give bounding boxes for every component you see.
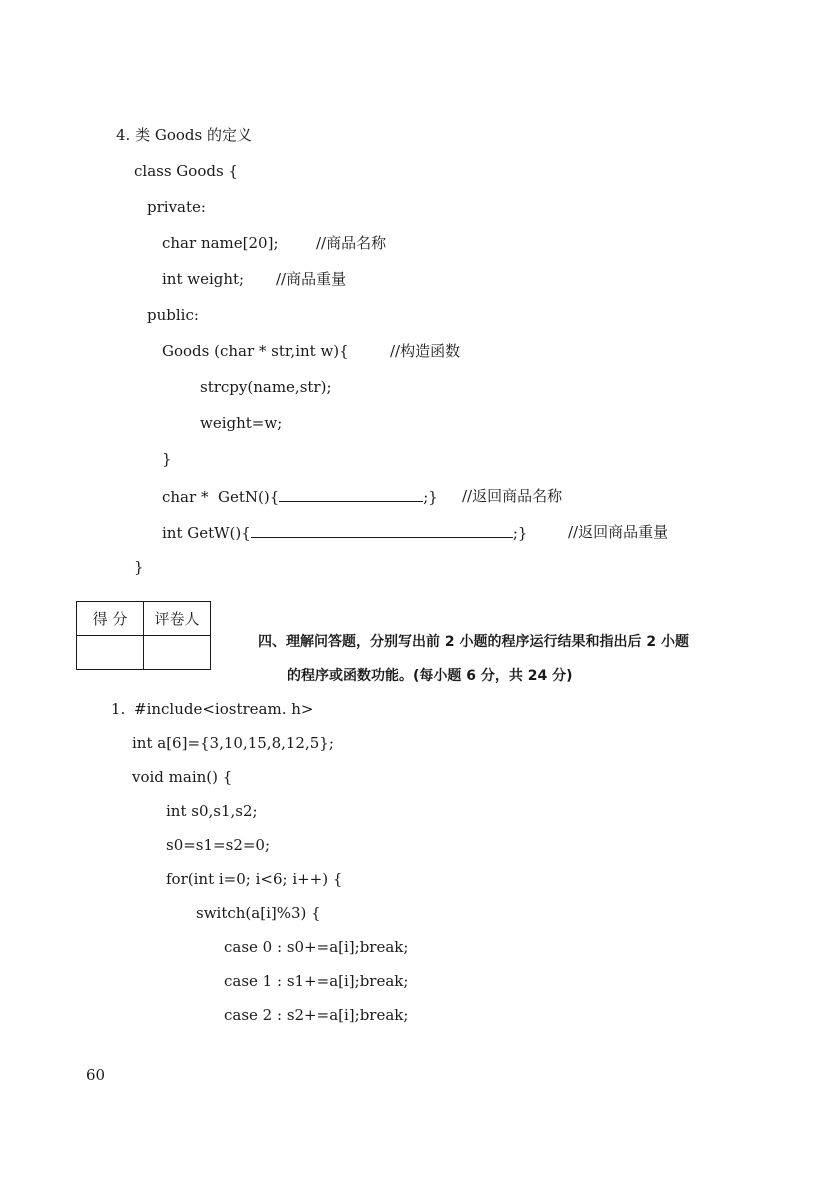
q1-line-init: s0=s1=s2=0;	[166, 836, 271, 854]
code-line-strcpy: strcpy(name,str);	[200, 378, 332, 396]
q1-line-for: for(int i=0; i<6; i++) {	[166, 870, 343, 888]
q1-line-case1: case 1 : s1+=a[i];break;	[224, 972, 409, 990]
comment-name: //商品名称	[316, 234, 387, 252]
q1-line-case0: case 0 : s0+=a[i];break;	[224, 938, 409, 956]
code-line-weight: int weight;	[162, 270, 245, 288]
section4-title: 4. 类 Goods 的定义	[116, 126, 252, 144]
q1-line-switch: switch(a[i]%3) {	[196, 904, 321, 922]
comment-constructor: //构造函数	[390, 342, 461, 360]
part4-heading-line2: 的程序或函数功能。(每小题 6 分，共 24 分)	[287, 668, 573, 684]
code-line-constructor: Goods (char * str,int w){	[162, 342, 349, 360]
getw-answer-blank[interactable]	[251, 523, 513, 538]
comment-weight: //商品重量	[276, 270, 347, 288]
getn-answer-blank[interactable]	[279, 487, 423, 502]
code-line-close-class: }	[134, 558, 144, 576]
score-label-cell: 得 分	[77, 602, 144, 636]
q1-line-case2: case 2 : s2+=a[i];break;	[224, 1006, 409, 1024]
q1-number: 1.	[111, 700, 126, 718]
code-line-getw: int GetW(){ ;}	[162, 524, 528, 542]
score-table	[76, 601, 211, 670]
page-number: 60	[86, 1066, 106, 1084]
q1-line-decl: int s0,s1,s2;	[166, 802, 258, 820]
code-line-weight-assign: weight=w;	[200, 414, 283, 432]
code-line-name: char name[20];	[162, 234, 279, 252]
part4-heading-line1: 四、理解问答题，分别写出前 2 小题的程序运行结果和指出后 2 小题	[258, 634, 689, 650]
q1-line-main: void main() {	[132, 768, 233, 786]
code-line-private: private:	[147, 198, 206, 216]
q1-line-include: #include<iostream. h>	[134, 700, 314, 718]
comment-getw: //返回商品重量	[568, 523, 669, 541]
code-line-getn: char * GetN(){ ;}	[162, 488, 438, 506]
code-line-close-constructor: }	[162, 450, 172, 468]
grader-label-cell: 评卷人	[144, 602, 211, 636]
grader-value-cell[interactable]	[144, 636, 211, 670]
comment-getn: //返回商品名称	[462, 487, 563, 505]
score-value-cell[interactable]	[77, 636, 144, 670]
q1-line-array: int a[6]={3,10,15,8,12,5};	[132, 734, 334, 752]
code-line-class: class Goods {	[134, 162, 238, 180]
code-line-public: public:	[147, 306, 199, 324]
